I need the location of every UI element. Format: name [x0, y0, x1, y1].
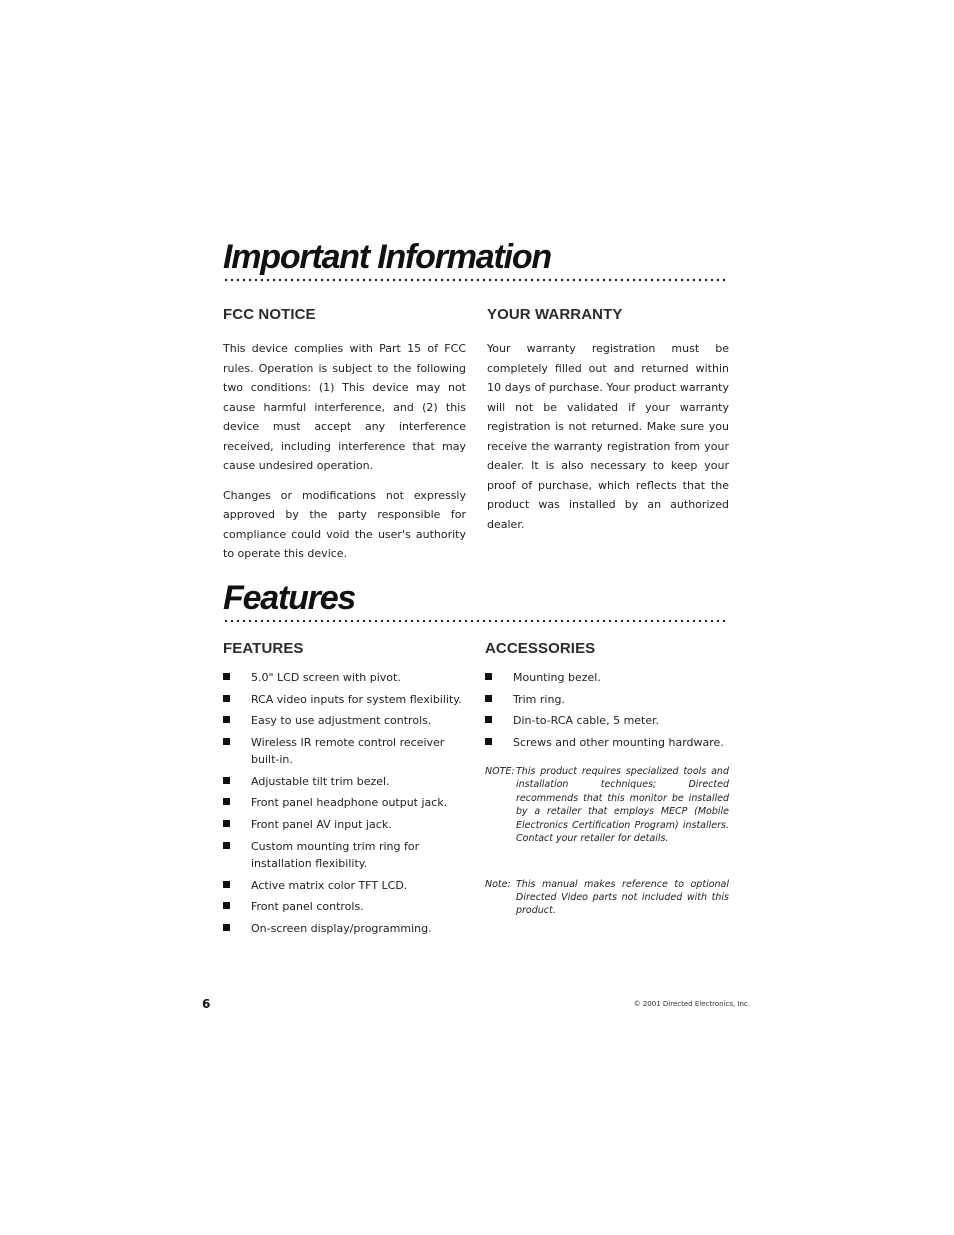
warranty-column	[487, 306, 729, 544]
page-number: 6	[202, 997, 211, 1011]
square-bullet-icon	[485, 716, 492, 723]
list-item: Active matrix color TFT LCD.	[223, 877, 466, 894]
square-bullet-icon	[485, 695, 492, 702]
accessories-list	[485, 669, 729, 751]
copyright-notice: © 2001 Directed Electronics, Inc.	[633, 1000, 750, 1008]
features-heading: FEATURES	[223, 640, 304, 657]
dotted-divider	[223, 278, 729, 282]
list-item: Front panel controls.	[223, 898, 466, 915]
square-bullet-icon	[485, 738, 492, 745]
warranty-heading: YOUR WARRANTY	[487, 306, 623, 323]
dotted-divider	[223, 619, 729, 623]
square-bullet-icon	[223, 924, 230, 931]
section-title-features: Features	[223, 579, 356, 617]
list-item: Front panel headphone output jack.	[223, 794, 466, 811]
list-item: Wireless IR remote control receiver built-in.	[223, 734, 466, 768]
square-bullet-icon	[223, 695, 230, 702]
list-item: Din-to-RCA cable, 5 meter.	[485, 712, 729, 729]
fcc-notice-heading: FCC NOTICE	[223, 306, 316, 323]
note-label: NOTE:	[485, 766, 515, 778]
square-bullet-icon	[223, 902, 230, 909]
fcc-notice-paragraph-2: Changes or modifications not expressly approved by the party responsible for compliance could void the user's authority to operate this device.	[223, 488, 466, 560]
list-item: Screws and other mounting hardware.	[485, 734, 729, 751]
note-text: This manual makes reference to optional Directed Video parts not included with this product.	[516, 878, 729, 917]
list-item: On-screen display/programming.	[223, 920, 466, 937]
warranty-paragraph: Your warranty registration must be completely filled out and returned within 10 days of purchase. Your product warranty will not be validated if your warranty registration is not returned. Make sure you receive the warranty registration from your dealer. It is also necessary to keep your proof of purchase, which reflects that the product was installed by an authorized dealer.	[487, 342, 729, 531]
features-list	[223, 669, 466, 937]
installation-note	[485, 765, 729, 845]
list-item: 5.0" LCD screen with pivot.	[223, 669, 466, 686]
square-bullet-icon	[223, 673, 230, 680]
features-column	[223, 640, 466, 942]
accessories-heading: ACCESSORIES	[485, 640, 596, 657]
square-bullet-icon	[223, 842, 230, 849]
square-bullet-icon	[223, 798, 230, 805]
square-bullet-icon	[223, 881, 230, 888]
fcc-notice-column	[223, 306, 466, 574]
list-item: Front panel AV input jack.	[223, 816, 466, 833]
note-label: Note:	[485, 878, 511, 890]
list-item: Adjustable tilt trim bezel.	[223, 773, 466, 790]
square-bullet-icon	[223, 820, 230, 827]
square-bullet-icon	[223, 777, 230, 784]
square-bullet-icon	[223, 738, 230, 745]
list-item: RCA video inputs for system flexibility.	[223, 691, 466, 708]
list-item: Trim ring.	[485, 691, 729, 708]
square-bullet-icon	[223, 716, 230, 723]
accessories-column	[485, 640, 729, 918]
list-item: Easy to use adjustment controls.	[223, 712, 466, 729]
section-title-important-information: Important Information	[223, 238, 551, 276]
square-bullet-icon	[485, 673, 492, 680]
manual-reference-note	[485, 878, 729, 918]
list-item: Mounting bezel.	[485, 669, 729, 686]
list-item: Custom mounting trim ring for installation flexibility.	[223, 838, 466, 872]
fcc-notice-paragraph-1: This device complies with Part 15 of FCC rules. Operation is subject to the following two conditions: (1) This device may not cause harmful interference, and (2) this device must accept any interference received, including interference that may cause undesired operation.	[223, 342, 466, 472]
note-text: This product requires specialized tools and installation techniques; Directed recommends that this monitor be installed by a retailer that employs MECP (Mobile Electronics Certification Program) installers. Contact your retailer for details.	[516, 766, 729, 845]
